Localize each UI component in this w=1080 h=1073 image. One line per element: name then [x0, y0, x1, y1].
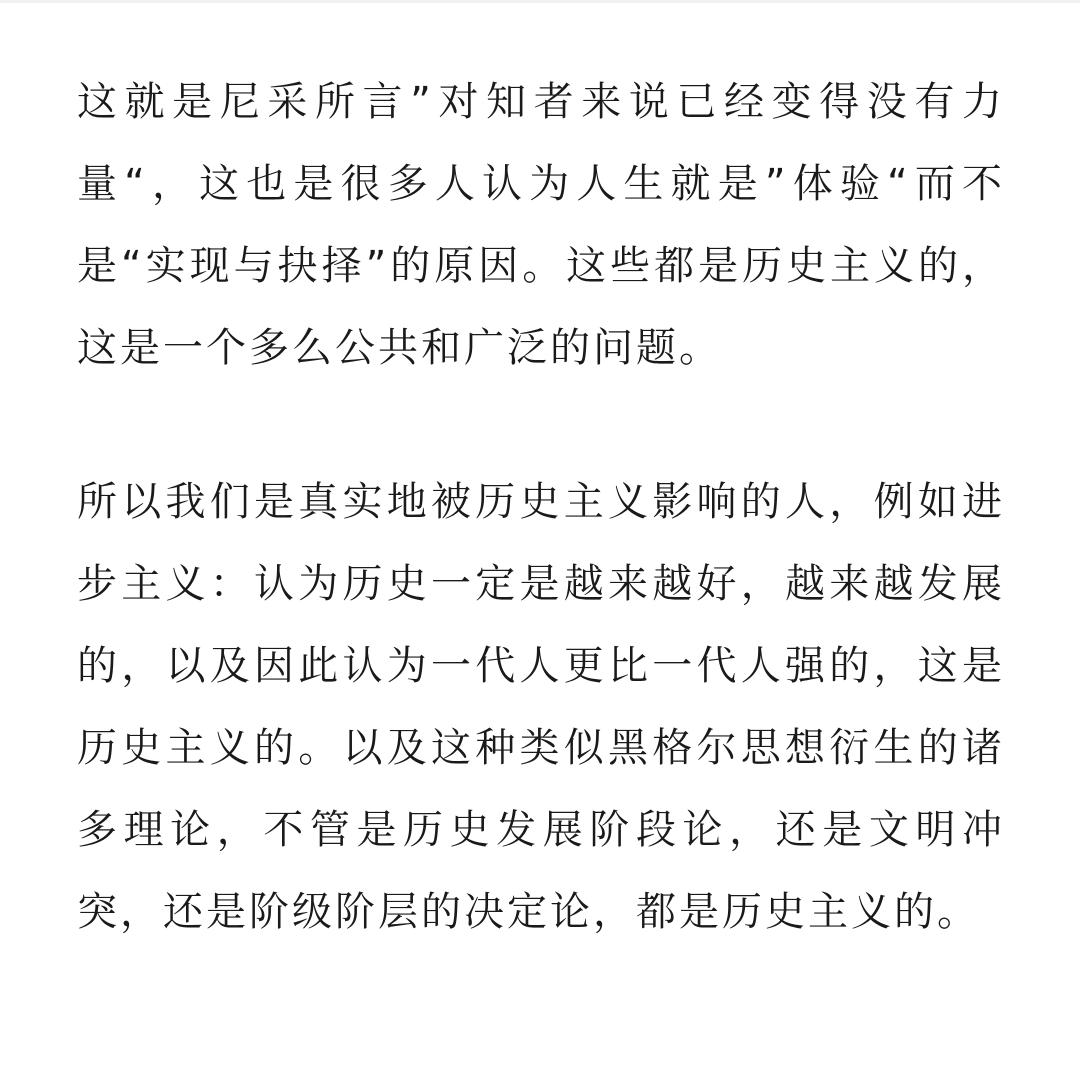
article-paragraph-2: 所以我们是真实地被历史主义影响的人，例如进步主义：认为历史一定是越来越好，越来越发展的，以及因此认为一代人更比一代人强的，这是历史主义的。以及这种类似黑格尔思想衍生的诸多理论，不管是历史发展阶段论，还是文明冲突，还是阶级阶层的决定论，都是历史主义的。 [77, 479, 1005, 935]
article-paragraph-1: 这就是尼采所言”对知者来说已经变得没有力量“，这也是很多人认为人生就是”体验“而不是“实现与抉择”的原因。这些都是历史主义的，这是一个多么公共和广泛的问题。 [77, 79, 1005, 371]
top-divider [0, 0, 1080, 3]
article-body [77, 61, 1005, 953]
